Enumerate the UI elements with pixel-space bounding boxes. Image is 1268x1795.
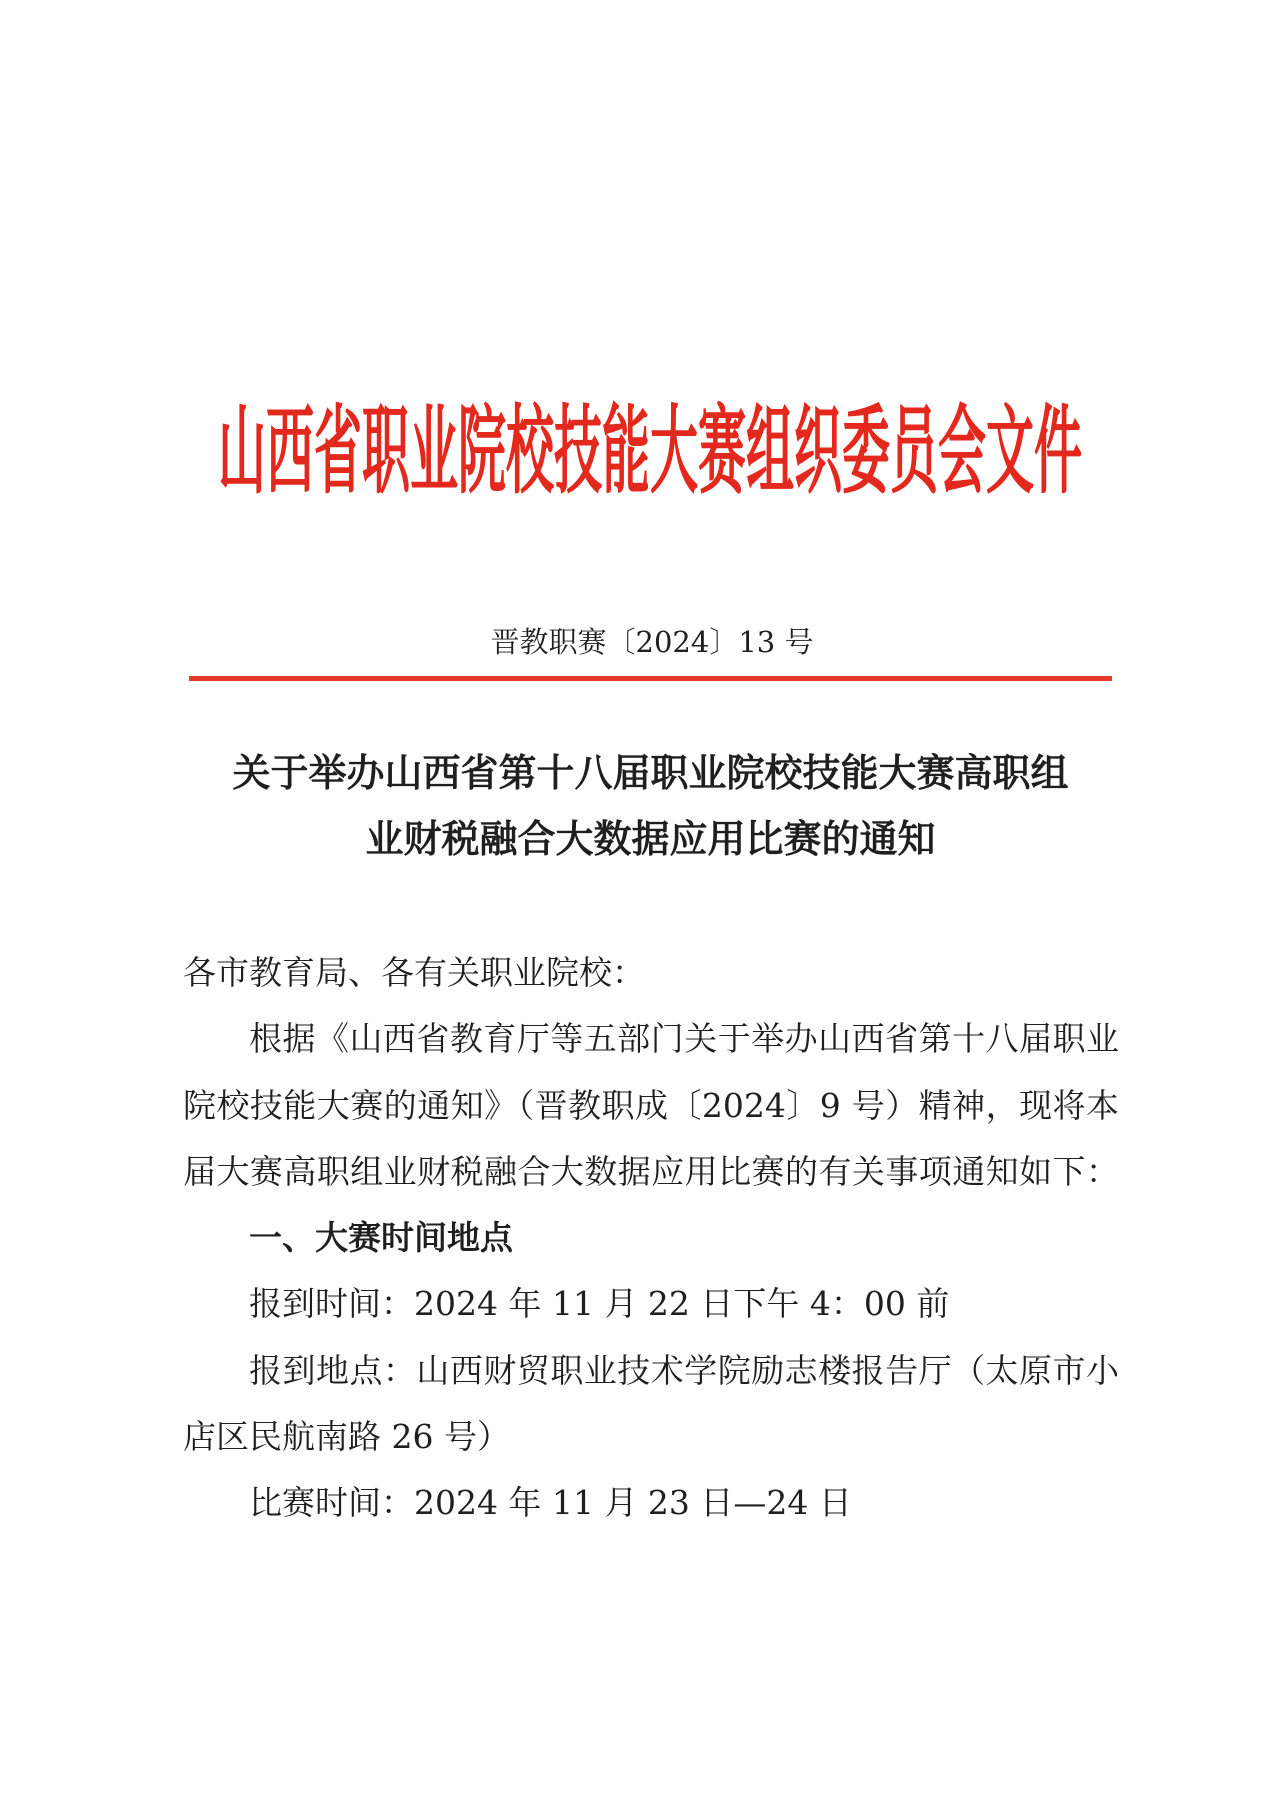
red-separator-rule — [189, 676, 1112, 681]
registration-place-line-2: 店区民航南路 26 号） — [183, 1417, 510, 1457]
organization-title-text: 山西省职业院校技能大赛组织委员会文件 — [217, 396, 1082, 508]
document-title-line-1: 关于举办山西省第十八届职业院校技能大赛高职组 — [232, 750, 1069, 795]
intro-line-1: 根据《山西省教育厅等五部门关于举办山西省第十八届职业 — [249, 1019, 1119, 1059]
intro-line-3: 届大赛高职组业财税融合大数据应用比赛的有关事项通知如下： — [183, 1151, 1119, 1191]
intro-paragraph — [183, 1006, 1119, 1205]
registration-time: 报到时间：2024 年 11 月 22 日下午 4：00 前 — [249, 1284, 950, 1324]
salutation: 各市教育局、各有关职业院校： — [183, 953, 645, 992]
intro-line-2: 院校技能大赛的通知》（晋教职成〔2024〕9 号）精神，现将本 — [183, 1085, 1119, 1125]
document-title-line-2: 业财税融合大数据应用比赛的通知 — [365, 816, 936, 861]
document-title — [189, 740, 1112, 872]
document-body — [183, 940, 1119, 1537]
registration-place — [183, 1338, 1119, 1471]
registration-place-line-1: 报到地点：山西财贸职业技术学院励志楼报告厅（太原市小 — [249, 1350, 1119, 1390]
issuing-organization-header — [36, 396, 1264, 508]
document-number: 晋教职赛〔2024〕13 号 — [490, 625, 814, 659]
section-heading-time-location: 一、大赛时间地点 — [249, 1218, 513, 1258]
competition-time: 比赛时间：2024 年 11 月 23 日—24 日 — [249, 1483, 852, 1523]
